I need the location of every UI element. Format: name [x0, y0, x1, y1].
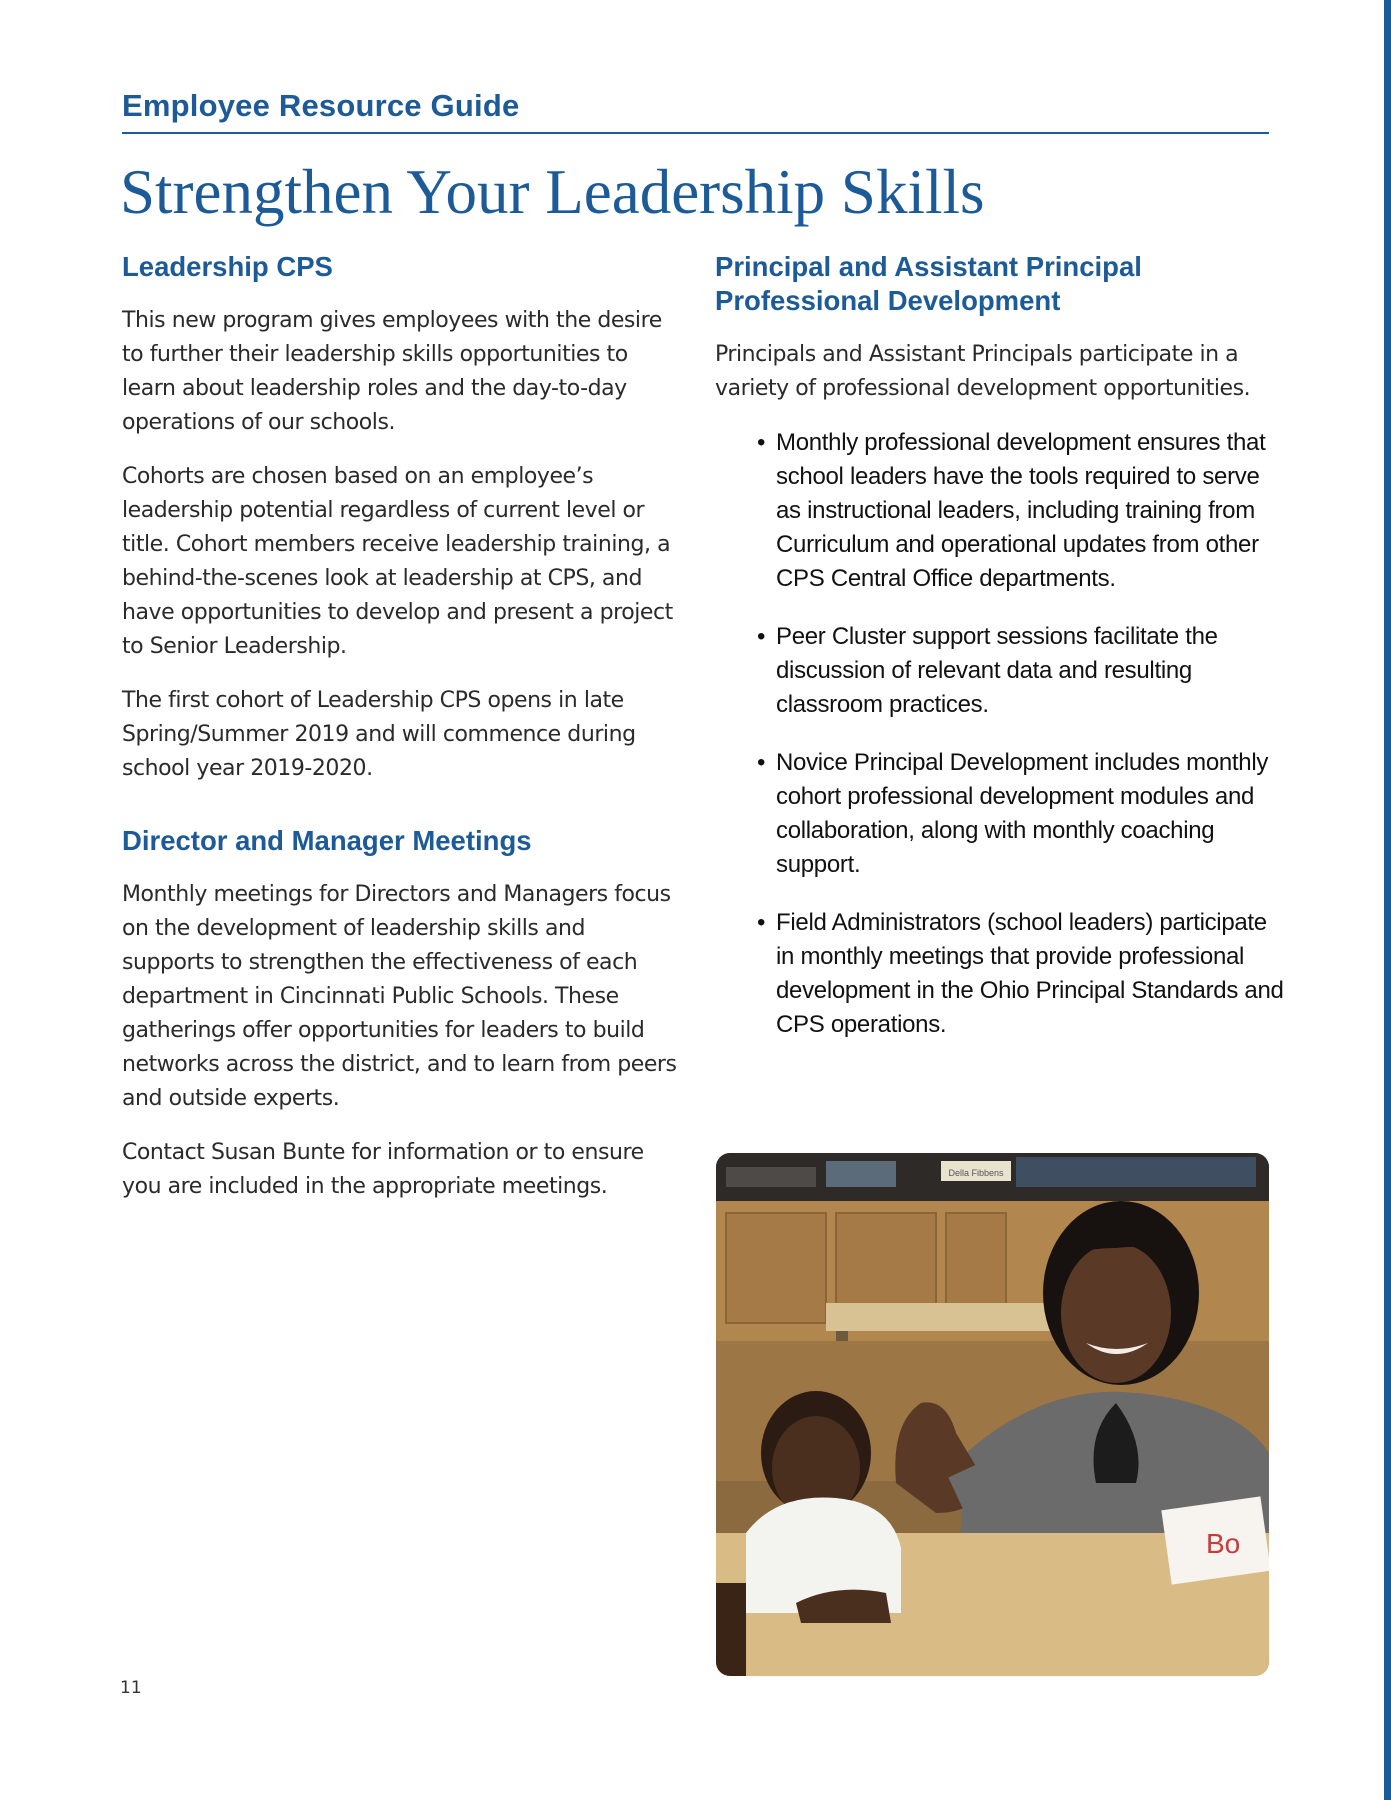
guide-title: Employee Resource Guide — [122, 88, 520, 123]
list-item: • Monthly professional development ensures that school leaders have the tools required to serve as instructional leaders, including training from Curriculum and operational updates from other CPS Central Office departments. — [757, 426, 1285, 596]
leadership-cps-paragraph: This new program gives employees with the desire to further their leadership skills opportunities to learn about leadership roles and the day-to-day operations of our schools. — [122, 308, 662, 435]
principal-pd-heading: Principal and Assistant Principal Professional Development — [715, 251, 1142, 316]
leadership-cps-paragraph: The first cohort of Leadership CPS opens in late Spring/Summer 2019 and will commence during school year 2019-2020. — [122, 688, 636, 781]
list-item: • Field Administrators (school leaders) participate in monthly meetings that provide professional development in the Ohio Principal Standards and CPS operations. — [757, 906, 1285, 1042]
leadership-cps-paragraph: Cohorts are chosen based on an employee’s leadership potential regardless of current level or title. Cohort members receive leadership training, a behind-the-scenes look at leadership at CPS, and have opportunities to develop and present a project to Senior Leadership. — [122, 464, 673, 659]
principal-pd-section — [715, 250, 1285, 1042]
page-title: Strengthen Your Leadership Skills — [120, 157, 985, 227]
right-column — [715, 250, 1285, 1066]
page-edge-bar — [1384, 0, 1391, 1800]
classroom-photo-illustration — [716, 1153, 1269, 1676]
card-text: Bo — [1206, 1528, 1241, 1559]
left-column — [122, 250, 682, 1224]
director-manager-heading: Director and Manager Meetings — [122, 825, 532, 856]
header-rule — [122, 132, 1269, 134]
director-manager-paragraph: Contact Susan Bunte for information or to ensure you are included in the appropriate meetings. — [122, 1140, 644, 1199]
section-spacer — [122, 806, 682, 824]
leadership-cps-section — [122, 250, 682, 786]
page-number: 11 — [120, 1678, 142, 1698]
director-manager-paragraph: Monthly meetings for Directors and Managers focus on the development of leadership skills and supports to strengthen the effectiveness of each department in Cincinnati Public Schools. These gatherings offer opportunities for leaders to build networks across the district, and to learn from peers and outside experts. — [122, 882, 677, 1111]
director-manager-section — [122, 824, 682, 1204]
principal-pd-list — [715, 426, 1285, 1042]
list-item: • Novice Principal Development includes monthly cohort professional development modules and collaboration, along with monthly coaching support. — [757, 746, 1285, 882]
wall-sign-text: Della Fibbens — [948, 1168, 1004, 1178]
classroom-photo — [716, 1153, 1269, 1676]
list-item: • Peer Cluster support sessions facilitate the discussion of relevant data and resulting classroom practices. — [757, 620, 1285, 722]
principal-pd-intro: Principals and Assistant Principals participate in a variety of professional development opportunities. — [715, 342, 1251, 401]
leadership-cps-heading: Leadership CPS — [122, 251, 333, 282]
